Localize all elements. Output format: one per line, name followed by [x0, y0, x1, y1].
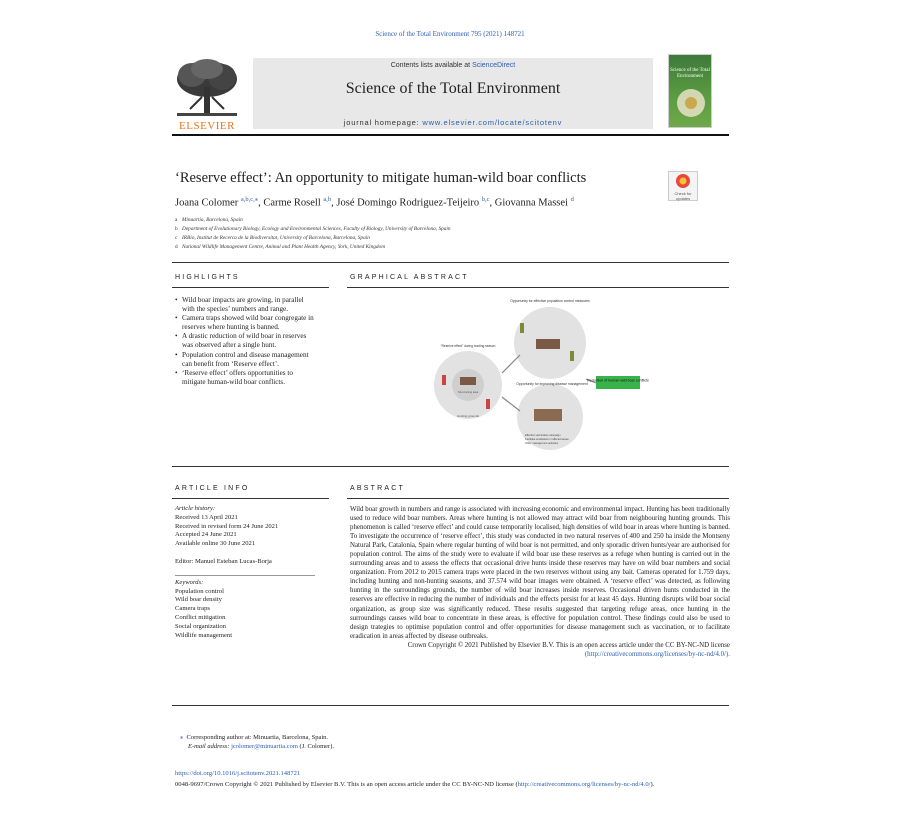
footer-license-link[interactable]: http://creativecommons.org/licenses/by-nc-nd/4.0/: [517, 781, 651, 788]
author-name[interactable]: Giovanna Massei: [494, 197, 568, 209]
affiliation-text: Department of Evolutionary Biology, Ecology and Environmental Sciences, Faculty of Biology, University of Barcelona, Spain: [182, 226, 451, 232]
abstract-body: [350, 505, 730, 659]
journal-homepage-link[interactable]: www.elsevier.com/locate/scitotenv: [422, 118, 563, 127]
sciencedirect-link[interactable]: ScienceDirect: [472, 62, 516, 69]
keywords-rule: [175, 575, 315, 576]
ga-label-hunting: Hunting grounds: [456, 414, 480, 418]
author-name[interactable]: Carme Rosell: [263, 197, 321, 209]
elsevier-wordmark[interactable]: ELSEVIER: [179, 120, 235, 132]
affiliation-item: [175, 243, 451, 252]
cover-flower-icon: [669, 55, 712, 128]
affiliation-key: c: [175, 235, 178, 241]
corresponding-author-footnote: [180, 733, 334, 751]
issn-line: [175, 781, 654, 788]
affiliation-key: d: [175, 244, 178, 250]
homepage-prefix: journal homepage:: [343, 118, 423, 127]
contents-prefix: Contents lists available at: [390, 62, 473, 69]
ga-label-bottom-2: Facilitate eradication in affected areas: [525, 438, 569, 441]
highlights-rule: [172, 287, 329, 288]
keyword-item[interactable]: Conflict mitigation: [175, 613, 226, 621]
spacer: [175, 549, 315, 558]
history-item: Available online 30 June 2021: [175, 540, 256, 548]
article-info-rule: [172, 498, 329, 499]
author-affil-sup[interactable]: b,c: [481, 196, 490, 203]
graphical-abstract-figure[interactable]: [430, 293, 650, 453]
ga-label-bottom-1: Effective vaccination campaign: [525, 434, 561, 437]
author-list: Joana Colomer $^{a,b,c,⁎}$, Carme Rosell $^{a,b}$, José Domingo Rodriguez-Teijeiro $^{b,c}$, Giovanna Massei $^d$: [175, 196, 574, 209]
boar-icon: [460, 377, 476, 385]
affiliation-text: Minuartia, Barcelona, Spain: [182, 217, 243, 223]
history-label: Article history:: [175, 505, 216, 512]
author-name[interactable]: José Domingo Rodriguez-Teijeiro: [336, 197, 480, 209]
history-item: Received in revised form 24 June 2021: [175, 522, 279, 530]
affiliation-text: IRBio, Institut de Recerca de la Biodiversitat, University of Barcelona, Barcelona, Spain: [182, 235, 370, 241]
keyword-item[interactable]: Camera traps: [175, 605, 210, 613]
keywords-label: Keywords:: [175, 578, 204, 586]
affiliations-rule: [172, 262, 729, 263]
ga-label-mid: Opportunity for improving disease management: [516, 382, 588, 386]
history-item: Received 13 April 2021: [175, 513, 238, 521]
cover-title: Science of the Total Environment: [670, 68, 710, 79]
keyword-item[interactable]: Wildlife management: [175, 631, 233, 639]
author-name[interactable]: Joana Colomer: [175, 197, 239, 209]
author-affil-sup[interactable]: a,b: [323, 196, 332, 203]
editor-line: Editor: Manuel Esteban Lucas-Borja: [175, 557, 272, 565]
header-rule: [172, 134, 729, 136]
hunter-icon: [520, 323, 524, 333]
boar-icon: [536, 339, 560, 349]
keyword-item[interactable]: Population control: [175, 587, 224, 595]
author-affil-sup[interactable]: a,b,c,⁎: [240, 196, 259, 203]
doi-link[interactable]: https://doi.org/10.1016/j.scitotenv.2021.148721: [175, 770, 301, 777]
journal-citation[interactable]: Science of the Total Environment 795 (2021) 148721: [375, 30, 525, 38]
article-title: ‘Reserve effect’: An opportunity to mitigate human-wild boar conflicts: [175, 170, 587, 186]
history-item: Accepted 24 June 2021: [175, 531, 237, 539]
abstract-copyright-text: Crown Copyright © 2021 Published by Elsevier B.V. This is an open access article under the CC BY-NC-ND license: [407, 641, 730, 649]
journal-title: Science of the Total Environment: [345, 80, 561, 97]
ga-label-left: “Reserve effect” during hunting season: [440, 344, 496, 348]
abstract-paragraph: Wild boar growth in numbers and range is associated with increasing economic and environmental impact. Hunting has been traditionally used to reduce wild boar numbers. Areas where hunting is not allowed may attract wild boar from neighbouring hunting grounds. This phenomenon is called ‘reserve effect’ and could cause temporarily localised, high densities of wild boar in areas where hunting is banned. To investigate the occurrence of ‘reserve effect’, this study was conducted in two natural reserves of 400 and 250 ha inside the Montseny Natural Park, Catalonia, Spain where regular hunting of wild boar is not permitted, and only sporadic driven hunts/year are authorised for population control. The aims of the study were to evaluate if wild boar use these reserves as a refuge when hunting is carried out in the surrounding areas and to assess the effects that occasional drive hunts inside these reserves may have on wild boar numbers and social organization. From 2012 to 2015 camera traps were placed in the two reserves without using any bait. Cameras operated for 1.759 days, including hunting and non-hunting seasons, and 37.574 wild boar images were obtained. A ‘reserve effect’ was detected, as following hunting in the surroundings grounds, the number of wild boar increases inside reserves. Occasional driven hunts conducted in the reserves are effective in reducing the number of individuals and the effects persist for at least 45 days. Hunting disrupts wild boar social organization, as group size was significantly reduced. These results suggested that targeting refuge areas, once hunting in the surroundings causes wild boar to concentrate in these areas, is effective for population control. These findings could also be used to design trategies to optimise population control and offer opportunities for disease management such as vaccination, or to facilitate eradication in areas affected by disease outbreaks.: [350, 506, 730, 640]
hunter-icon: [442, 375, 446, 385]
highlight-item: • Camera traps showed wild boar congregate in reserves where hunting is banned.: [175, 314, 317, 332]
highlight-item: • A drastic reduction of wild boar in reserves was observed after a single hunt.: [175, 332, 317, 350]
boar-icon: [534, 409, 562, 421]
highlights-heading: HIGHLIGHTS: [175, 274, 240, 281]
check-for-updates-badge[interactable]: [668, 171, 698, 201]
hunter-icon: [486, 399, 490, 409]
abstract-heading: ABSTRACT: [350, 485, 405, 492]
check-updates-icon: [669, 172, 697, 190]
journal-cover-thumbnail[interactable]: [668, 54, 712, 128]
footnote-text: Corresponding author at: Minuartia, Barcelona, Spain.: [186, 734, 329, 741]
author-affil-sup[interactable]: d: [570, 196, 574, 203]
abstract-copyright: [350, 641, 730, 659]
contents-line: [253, 62, 653, 69]
email-link[interactable]: jcolomer@minuartia.com: [231, 743, 298, 750]
abstract-bottom-rule: [172, 705, 729, 706]
article-info-heading: ARTICLE INFO: [175, 485, 250, 492]
footnote-marker[interactable]: ⁎: [180, 734, 184, 741]
article-info: [175, 505, 315, 640]
affiliations: [175, 216, 451, 252]
affiliation-item: [175, 225, 451, 234]
ga-label-reserve: Non-hunting area: [457, 391, 479, 394]
license-link[interactable]: (http://creativecommons.org/licenses/by-nc-nd/4.0/).: [584, 650, 730, 658]
affiliation-item: [175, 234, 451, 243]
affiliation-text: National Wildlife Management Centre, Animal and Plant Health Agency, York, United Kingdom: [182, 244, 386, 250]
footnote-corresponding: [180, 733, 334, 742]
affiliation-key: a: [175, 217, 178, 223]
graphical-abstract-rule: [347, 287, 729, 288]
email-label: E-mail address:: [188, 743, 230, 750]
ga-label-bottom-3: Other management activities: [525, 442, 559, 445]
highlight-item: • Wild boar impacts are growing, in parallel with the species’ numbers and range.: [175, 296, 317, 314]
affiliation-item: [175, 216, 451, 225]
highlight-item: • Population control and disease management can benefit from ‘Reserve effect’.: [175, 351, 317, 369]
spacer: [175, 567, 315, 575]
email-suffix: (J. Colomer).: [299, 743, 335, 750]
journal-homepage-line: [253, 118, 653, 127]
highlight-item: • ‘Reserve effect’ offers opportunities to mitigate human-wild boar conflicts.: [175, 369, 317, 387]
abstract-rule: [347, 498, 729, 499]
keyword-item[interactable]: Social organization: [175, 622, 226, 630]
affiliation-key: b: [175, 226, 178, 232]
issn-end: ).: [650, 781, 655, 788]
keyword-item[interactable]: Wild boar density: [175, 596, 222, 604]
ga-label-box-text: Reduction of human-wild boar conflicts: [587, 378, 649, 383]
issn-text: 0048-9697/Crown Copyright © 2021 Published by Elsevier B.V. This is an open access article under the CC BY-NC-ND license (: [175, 781, 518, 788]
footnote-email: [180, 742, 334, 751]
ga-label-top: Opportunity for effective population control measures: [510, 299, 590, 303]
hunter-icon: [570, 351, 574, 361]
graphical-abstract-heading: GRAPHICAL ABSTRACT: [350, 274, 469, 281]
check-updates-label: Check for updates: [674, 191, 692, 201]
highlights-list: [175, 296, 317, 387]
section-rule: [172, 466, 729, 467]
